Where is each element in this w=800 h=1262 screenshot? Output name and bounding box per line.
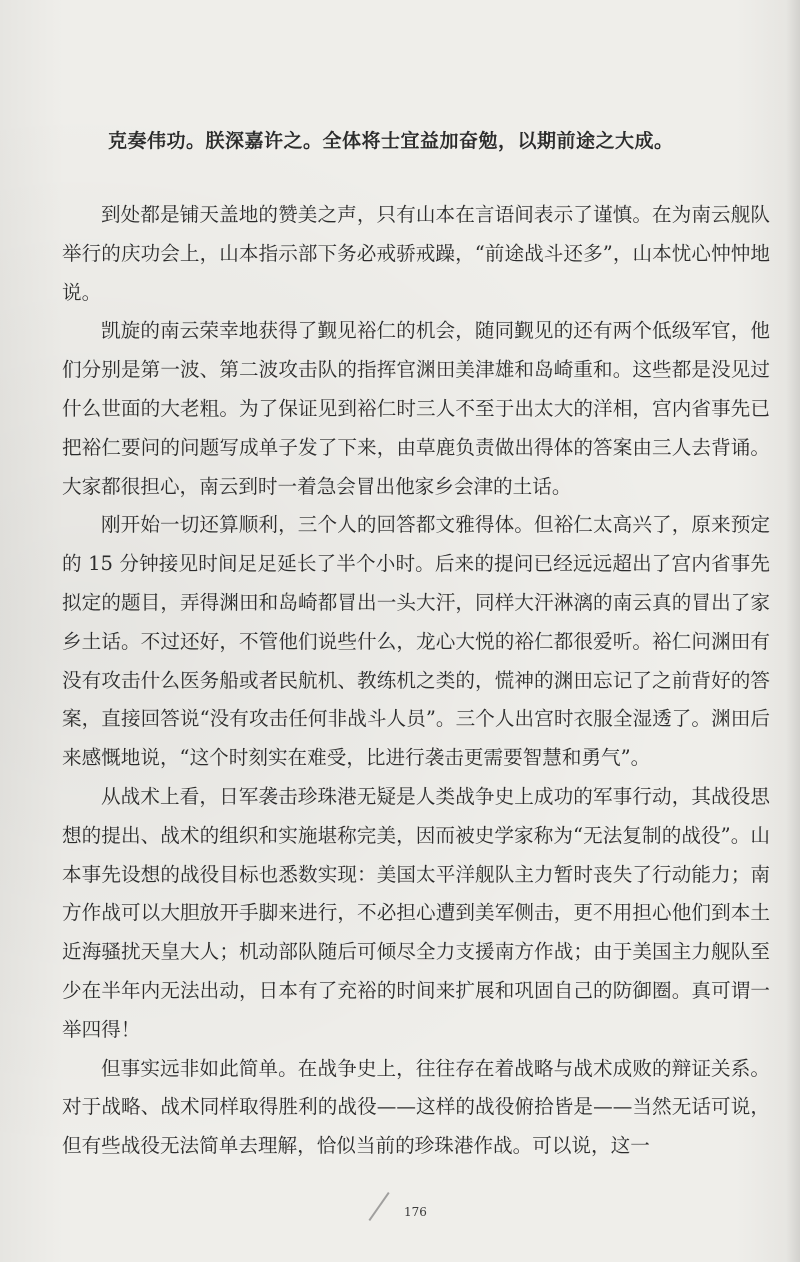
body-text [62, 196, 770, 1166]
page-number-slash [368, 1192, 389, 1221]
paragraph-5: 但事实远非如此简单。在战争史上，往往存在着战略与战术成败的辩证关系。对于战略、战术同样取得胜利的战役——这样的战役俯拾皆是——当然无话可说，但有些战役无法简单去理解，恰似当前的珍珠港作战。可以说，这一 [62, 1056, 770, 1158]
paragraph-1: 到处都是铺天盖地的赞美之声，只有山本在言语间表示了谨慎。在为南云舰队举行的庆功会上，山本指示部下务必戒骄戒躁，“前途战斗还多”，山本忧心忡忡地说。 [62, 203, 770, 304]
page-number: 176 [404, 1205, 427, 1219]
paragraph-2: 凯旋的南云荣幸地获得了觐见裕仁的机会，随同觐见的还有两个低级军官，他们分别是第一波、第二波攻击队的指挥官渊田美津雄和岛崎重和。这些都是没见过什么世面的大老粗。为了保证见到裕仁时三人不至于出太大的洋相，宫内省事先已把裕仁要问的问题写成单子发了下来，由草鹿负责做出得体的答案由三人去背诵。大家都很担心，南云到时一着急会冒出他家乡会津的土话。 [62, 319, 770, 498]
paragraph-4: 从战术上看，日军袭击珍珠港无疑是人类战争史上成功的军事行动，其战役思想的提出、战术的组织和实施堪称完美，因而被史学家称为“无法复制的战役”。山本事先设想的战役目标也悉数实现：美国太平洋舰队主力暂时丧失了行动能力；南方作战可以大胆放开手脚来进行，不必担心遭到美军侧击，更不用担心他们到本土近海骚扰天皇大人；机动部队随后可倾尽全力支援南方作战；由于美国主力舰队至少在半年内无法出动，日本有了充裕的时间来扩展和巩固自己的防御圈。真可谓一举四得！ [62, 784, 770, 1041]
page-edge-shadow [786, 0, 800, 1262]
paragraph-3: 刚开始一切还算顺利，三个人的回答都文雅得体。但裕仁太高兴了，原来预定的 15 分钟接见时间足足延长了半个小时。后来的提问已经远远超出了宫内省事先拟定的题目，弄得渊田和岛崎都冒出一头大汗，同样大汗淋漓的南云真的冒出了家乡土话。不过还好，不管他们说些什么，龙心大悦的裕仁都很爱听。裕仁问渊田有没有攻击什么医务船或者民航机、教练机之类的，慌神的渊田忘记了之前背好的答案，直接回答说“没有攻击任何非战斗人员”。三个人出宫时衣服全湿透了。渊田后来感慨地说，“这个时刻实在难受，比进行袭击更需要智慧和勇气”。 [62, 513, 770, 770]
quoted-edict-line: 克奏伟功。朕深嘉许之。全体将士宜益加奋勉，以期前途之大成。 [108, 130, 674, 152]
